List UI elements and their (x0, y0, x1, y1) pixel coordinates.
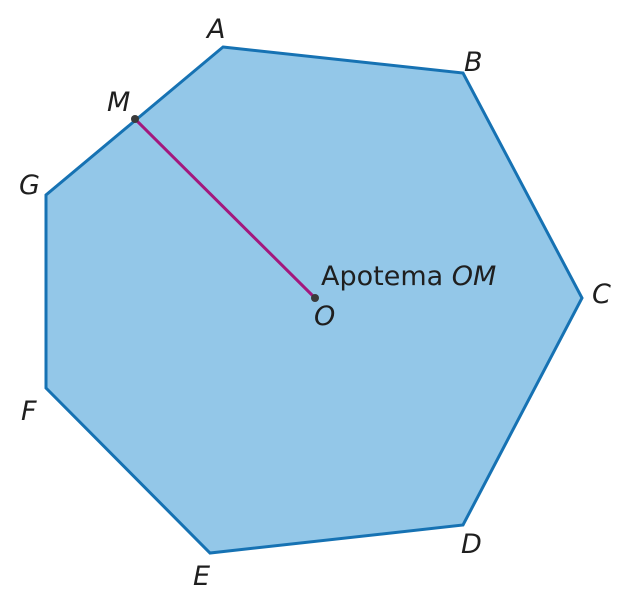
vertex-label-a: A (207, 14, 226, 45)
vertex-label-g: G (19, 170, 40, 201)
vertex-label-b: B (464, 47, 483, 78)
vertex-label-f: F (21, 396, 37, 427)
midpoint-m-dot (131, 115, 139, 123)
apothem-caption-word: Apotema (321, 261, 444, 292)
apothem-caption-segment: OM (451, 261, 497, 292)
apothem-caption (321, 261, 496, 292)
midpoint-label-m: M (107, 87, 131, 118)
vertex-label-e: E (193, 561, 211, 592)
vertex-label-d: D (461, 529, 482, 560)
vertex-label-c: C (592, 279, 611, 310)
center-label-o: O (314, 301, 336, 332)
